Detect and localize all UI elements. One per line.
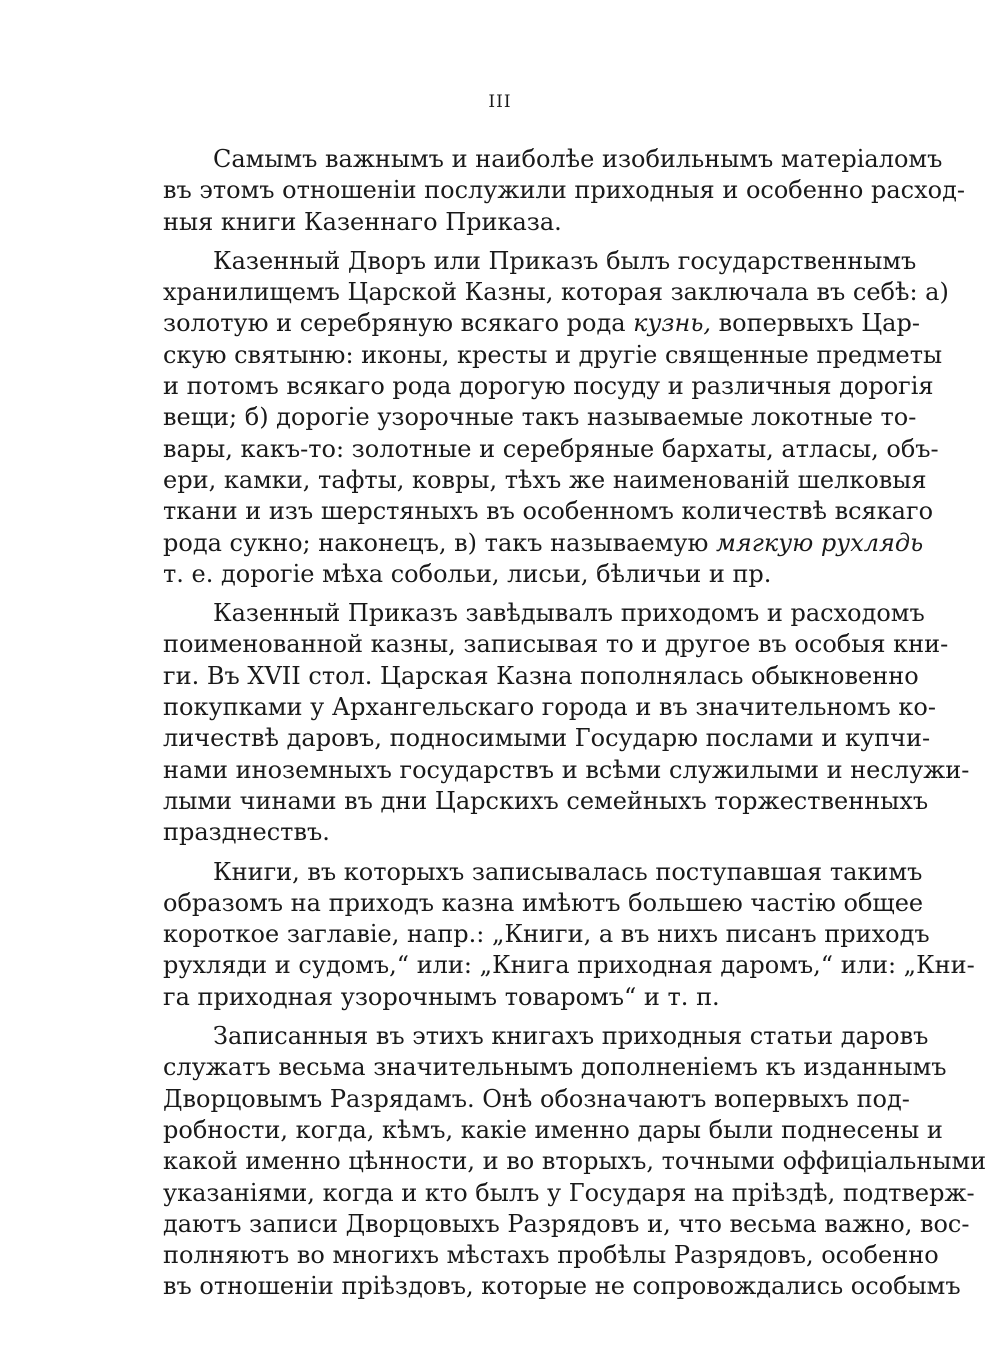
text-line: въ этомъ отношеніи послужили приходныя и особенно расход- bbox=[163, 176, 965, 205]
text-segment: вопервыхъ Цар- bbox=[711, 309, 920, 338]
text-line: лыми чинами въ дни Царскихъ семейныхъ торжественныхъ bbox=[163, 786, 929, 815]
paragraph bbox=[163, 246, 949, 590]
text-line: личествѣ даровъ, подносимыми Государю послами и купчи- bbox=[163, 724, 931, 753]
text-line: короткое заглавіе, напр.: „Книги, а въ нихъ писанъ приходъ bbox=[163, 920, 930, 949]
text-line: нами иноземныхъ государствъ и всѣми служилыми и неслужи- bbox=[163, 755, 970, 784]
text-line: Книги, въ которыхъ записывалась поступавшая такимъ bbox=[213, 857, 923, 886]
text-line: вещи; б) дорогіе узорочные такъ называемые локотные то- bbox=[163, 403, 917, 432]
paragraph bbox=[163, 1021, 987, 1303]
text-line: и потомъ всякаго рода дорогую посуду и различныя дорогія bbox=[163, 372, 934, 401]
text-line: образомъ на приходъ казна имѣютъ большею частію общее bbox=[163, 888, 924, 917]
text-line: рухляди и судомъ,“ или: „Книга приходная даромъ,“ или: „Кни- bbox=[163, 951, 975, 980]
text-line: ери, камки, тафты, ковры, тѣхъ же наименованій шелковыя bbox=[163, 465, 927, 494]
text-line bbox=[163, 528, 924, 559]
text-line: поименованной казны, записывая то и другое въ особыя кни- bbox=[163, 630, 949, 659]
text-line: какой именно цѣнности, и во вторыхъ, точными оффиціальными bbox=[163, 1147, 987, 1176]
text-line: Казенный Приказъ завѣдывалъ приходомъ и расходомъ bbox=[213, 599, 925, 628]
text-line: въ отношеніи пріѣздовъ, которые не сопровождались особымъ bbox=[163, 1272, 961, 1301]
paragraph bbox=[163, 857, 975, 1013]
text-line: ныя книги Казеннаго Приказа. bbox=[163, 207, 562, 236]
paragraph bbox=[163, 598, 970, 848]
text-line: даютъ записи Дворцовыхъ Разрядовъ и, что весьма важно, вос- bbox=[163, 1209, 970, 1238]
text-line: вары, какъ-то: золотные и серебряные бархаты, атласы, объ- bbox=[163, 434, 939, 463]
text-line: празднествъ. bbox=[163, 818, 330, 847]
text-line: скую святыню: иконы, кресты и другіе священные предметы bbox=[163, 340, 943, 369]
text-line: Самымъ важнымъ и наиболѣе изобильнымъ матеріаломъ bbox=[213, 145, 943, 173]
text-line: Записанныя въ этихъ книгахъ приходныя статьи даровъ bbox=[213, 1022, 929, 1051]
text-line: Дворцовымъ Разрядамъ. Онѣ обозначаютъ вопервыхъ под- bbox=[163, 1084, 910, 1113]
emphasis: мягкую рухлядь bbox=[715, 528, 924, 557]
text-line: ги. Въ XVII стол. Царская Казна пополнялась обыкновенно bbox=[163, 661, 919, 690]
text-line: ткани и изъ шерстяныхъ въ особенномъ количествѣ всякаго bbox=[163, 497, 934, 526]
page-number: III bbox=[488, 92, 512, 112]
text-line: служатъ весьма значительнымъ дополненіемъ къ изданнымъ bbox=[163, 1053, 947, 1082]
text-line: Казенный Дворъ или Приказъ былъ государственнымъ bbox=[213, 246, 917, 275]
text-line: робности, когда, кѣмъ, какіе именно дары были поднесены и bbox=[163, 1115, 943, 1144]
text-segment: золотую и серебряную всякаго рода bbox=[163, 309, 634, 338]
text-line: покупками у Архангельскаго города и въ значительномъ ко- bbox=[163, 693, 936, 722]
text-line: указаніями, когда и кто былъ у Государя на пріѣздѣ, подтверж- bbox=[163, 1178, 975, 1207]
emphasis: кузнь, bbox=[633, 309, 712, 338]
text-segment: рода сукно; наконецъ, в) такъ называемую bbox=[163, 528, 716, 557]
paragraph bbox=[163, 144, 965, 238]
text-line: хранилищемъ Царской Казны, которая заключала въ себѣ: а) bbox=[163, 278, 949, 307]
text-line bbox=[163, 308, 920, 339]
text-line: га приходная узорочнымъ товаромъ“ и т. п. bbox=[163, 982, 720, 1011]
text-line: т. е. дорогіе мѣха собольи, лисьи, бѣличьи и пр. bbox=[163, 559, 772, 588]
body-text bbox=[163, 144, 987, 1311]
text-line: полняютъ во многихъ мѣстахъ пробѣлы Разрядовъ, особенно bbox=[163, 1241, 939, 1270]
